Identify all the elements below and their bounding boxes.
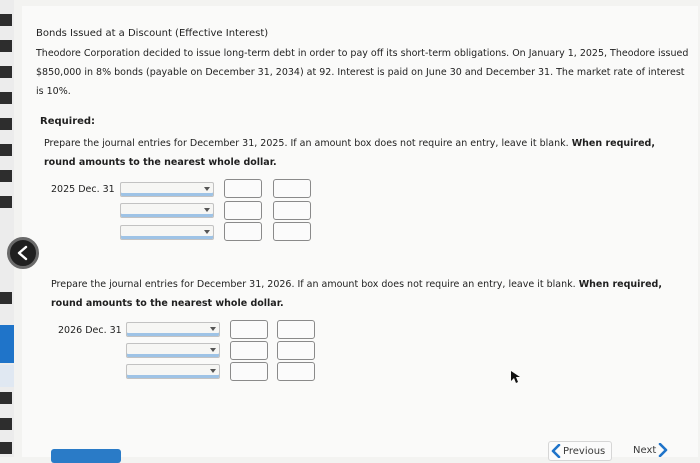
strip-marker[interactable] bbox=[0, 365, 14, 387]
part1-debit-input-2[interactable] bbox=[224, 201, 262, 220]
strip-marker[interactable] bbox=[0, 92, 12, 104]
part2-date-label: 2026 Dec. 31 bbox=[58, 325, 122, 336]
previous-button[interactable] bbox=[548, 441, 612, 461]
part2-account-select-1[interactable] bbox=[126, 322, 220, 337]
strip-marker[interactable] bbox=[0, 292, 12, 304]
part1-account-select-1[interactable] bbox=[120, 182, 214, 197]
left-question-strip bbox=[0, 0, 14, 457]
part2-account-select-3[interactable] bbox=[126, 364, 220, 379]
next-button[interactable] bbox=[633, 441, 668, 459]
part1-credit-input-1[interactable] bbox=[273, 179, 311, 198]
strip-marker[interactable] bbox=[0, 392, 12, 404]
part2-debit-input-1[interactable] bbox=[230, 320, 268, 339]
part1-credit-input-2[interactable] bbox=[273, 201, 311, 220]
chevron-right-icon bbox=[658, 443, 668, 457]
part1-account-select-3[interactable] bbox=[120, 225, 214, 240]
strip-marker[interactable] bbox=[0, 14, 12, 26]
previous-label: Previous bbox=[563, 445, 606, 457]
part2-account-select-2[interactable] bbox=[126, 343, 220, 358]
mouse-cursor-icon bbox=[510, 370, 522, 384]
part2-instruction-bold: When required, round amounts to the nearest whole dollar. bbox=[51, 279, 662, 309]
dropdown-caret-icon bbox=[210, 327, 216, 331]
strip-marker[interactable] bbox=[0, 196, 12, 208]
question-title: Bonds Issued at a Discount (Effective Interest) bbox=[36, 28, 269, 39]
part2-debit-input-2[interactable] bbox=[230, 341, 268, 360]
part1-instruction-bold: When required, round amounts to the nearest whole dollar. bbox=[44, 138, 655, 168]
part2-instruction bbox=[51, 275, 691, 313]
dropdown-caret-icon bbox=[204, 230, 210, 234]
check-my-work-button[interactable] bbox=[51, 449, 121, 463]
strip-marker[interactable] bbox=[0, 418, 12, 430]
part2-credit-input-3[interactable] bbox=[277, 362, 315, 381]
strip-active-marker[interactable] bbox=[0, 325, 14, 363]
strip-marker[interactable] bbox=[0, 144, 12, 156]
part2-debit-input-3[interactable] bbox=[230, 362, 268, 381]
part1-debit-input-3[interactable] bbox=[224, 222, 262, 241]
strip-marker[interactable] bbox=[0, 170, 12, 182]
strip-marker[interactable] bbox=[0, 442, 12, 454]
part1-instruction bbox=[44, 134, 684, 172]
strip-marker[interactable] bbox=[0, 118, 12, 130]
strip-marker[interactable] bbox=[0, 66, 12, 78]
back-chevron-icon bbox=[16, 245, 30, 261]
part1-date-label: 2025 Dec. 31 bbox=[51, 184, 115, 195]
part1-credit-input-3[interactable] bbox=[273, 222, 311, 241]
dropdown-caret-icon bbox=[210, 348, 216, 352]
part2-credit-input-2[interactable] bbox=[277, 341, 315, 360]
part2-instruction-text: Prepare the journal entries for December 31, 2026. If an amount box does not require an entry, leave it blank. bbox=[51, 279, 576, 290]
dropdown-caret-icon bbox=[204, 208, 210, 212]
next-label: Next bbox=[633, 444, 657, 456]
part1-account-select-2[interactable] bbox=[120, 203, 214, 218]
chevron-left-icon bbox=[551, 444, 561, 458]
part1-instruction-text: Prepare the journal entries for December 31, 2025. If an amount box does not require an entry, leave it blank. bbox=[44, 138, 569, 149]
back-button[interactable] bbox=[7, 237, 39, 269]
part2-credit-input-1[interactable] bbox=[277, 320, 315, 339]
question-intro: Theodore Corporation decided to issue long-term debt in order to pay off its short-term obligations. On January 1, 2025, Theodore issued $850,000 in 8% bonds (payable on December 31, 2034) at 92. Interest is paid on June 30 and December 31. The market rate of interest is 10%. bbox=[36, 48, 689, 97]
dropdown-caret-icon bbox=[204, 187, 210, 191]
dropdown-caret-icon bbox=[210, 369, 216, 373]
required-label: Required: bbox=[40, 116, 96, 127]
strip-marker[interactable] bbox=[0, 40, 12, 52]
part1-debit-input-1[interactable] bbox=[224, 179, 262, 198]
